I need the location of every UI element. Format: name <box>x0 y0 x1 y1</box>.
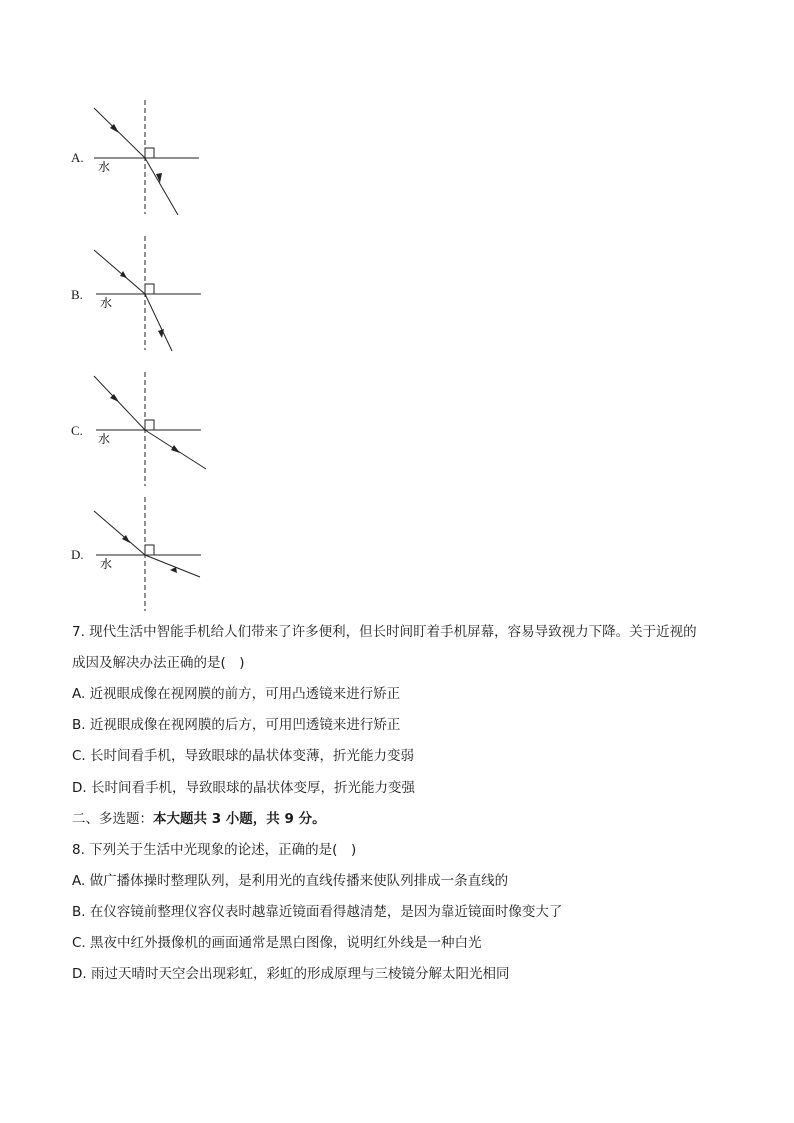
section-prefix: 二、多选题： <box>72 811 153 827</box>
right-angle-mark <box>145 545 154 555</box>
option-b-diagram <box>84 234 214 350</box>
right-angle-mark <box>145 284 154 294</box>
q8-stem: 8. 下列关于生活中光现象的论述，正确的是( ) <box>72 842 357 858</box>
incident-ray <box>145 555 200 577</box>
water-label: 水 <box>98 432 111 446</box>
option-a-label: A. <box>71 150 84 165</box>
q7-stem-line2: 成因及解决办法正确的是( ) <box>72 655 245 671</box>
option-b-label: B. <box>71 287 83 302</box>
arrow-icon <box>158 329 164 338</box>
refracted-ray <box>145 158 178 215</box>
refracted-ray <box>94 511 145 555</box>
option-d-diagram <box>84 495 214 611</box>
q7-option-c: C. 长时间看手机，导致眼球的晶状体变薄，折光能力变弱 <box>72 748 415 764</box>
arrow-icon <box>120 271 127 278</box>
q7-stem-line1: 7. 现代生活中智能手机给人们带来了许多便利，但长时间盯着手机屏幕，容易导致视力下降。关于近视的 <box>72 624 697 640</box>
incident-ray <box>94 376 145 430</box>
right-angle-mark <box>145 148 154 158</box>
water-label: 水 <box>100 557 113 571</box>
water-label: 水 <box>98 160 111 174</box>
q8-option-b: B. 在仪容镜前整理仪容仪表时越靠近镜面看得越清楚，是因为靠近镜面时像变大了 <box>72 904 563 920</box>
q7-option-d: D. 长时间看手机，导致眼球的晶状体变厚，折光能力变强 <box>72 780 415 796</box>
incident-ray <box>145 294 172 351</box>
right-angle-mark <box>145 420 154 430</box>
arrow-icon <box>171 445 180 453</box>
q8-option-d: D. 雨过天晴时天空会出现彩虹，彩虹的形成原理与三棱镜分解太阳光相同 <box>72 966 510 982</box>
q7-option-b: B. 近视眼成像在视网膜的后方，可用凹透镜来进行矫正 <box>72 717 401 733</box>
refracted-ray <box>94 250 145 294</box>
section-heading <box>72 810 326 828</box>
q8-option-a: A. 做广播体操时整理队列，是利用光的直线传播来使队列排成一条直线的 <box>72 873 509 889</box>
option-a-diagram <box>84 98 214 214</box>
water-label: 水 <box>100 296 113 310</box>
option-d-label: D. <box>71 547 84 562</box>
arrow-icon <box>170 567 177 573</box>
incident-ray <box>94 108 145 158</box>
option-c-diagram <box>84 370 214 486</box>
option-c-label: C. <box>71 423 83 438</box>
q7-option-a: A. 近视眼成像在视网膜的前方，可用凸透镜来进行矫正 <box>72 686 401 702</box>
section-detail: 本大题共 3 小题，共 9 分。 <box>153 811 326 827</box>
arrow-icon <box>110 394 119 402</box>
q8-option-c: C. 黑夜中红外摄像机的画面通常是黑白图像，说明红外线是一种白光 <box>72 935 482 951</box>
